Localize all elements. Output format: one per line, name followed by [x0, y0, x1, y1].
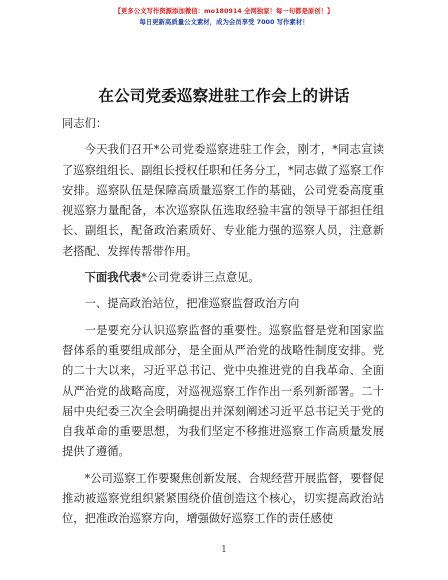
- promo-banner: [0, 6, 448, 28]
- paragraph-point-2: *公司巡察工作要聚焦创新发展、合规经营开展监督，要督促推动被巡察党组织紧紧围绕价值创造这个核心，切实提高政治站位，把准政治巡察方向，增强做好巡察工作的责任感使: [62, 471, 384, 526]
- paragraph-intro: [62, 268, 384, 288]
- salutation: 同志们：: [62, 117, 108, 130]
- document-body: [62, 114, 384, 530]
- intro-lead: 下面我代表: [84, 271, 142, 285]
- document-title: 在公司党委巡察进驻工作会上的讲话: [98, 87, 350, 105]
- paragraph-point-1: 一是要充分认识巡察监督的重要性。巡察监督是党和国家监督体系的重要组成部分，是全面从严治党的战略性制度安排。党的二十大以来，习近平总书记、党中央推进党的自我革命、全面从严治党的战略高度，对巡视巡察工作作出一系列新部署。二十届中央纪委三次全会明确提出并深刻阐述习近平总书记关于党的自我革命的重要思想，为我们坚定不移推进巡察工作高质量发展提供了遵循。: [62, 323, 384, 459]
- intro-rest: *公司党委讲三点意见。: [141, 271, 260, 285]
- paragraph-opening: 今天我们召开*公司党委巡察进驻工作会，刚才，*同志宣读了巡察组组长、副组长授权任职和任务分工，*同志做了巡察工作安排。巡察队伍是保障高质量巡察工作的基础，公司党委高度重视巡察力量配备，本次巡察队伍选取经验丰富的领导干部担任组长、副组长，配备政治素质好、专业能力强的巡察人员，注意新老搭配、发挥传帮带作用。: [62, 143, 384, 258]
- section-heading-1: 一、提高政治站位，把准巡察监督政治方向: [84, 297, 300, 311]
- page-number: 1: [221, 545, 227, 555]
- promo-line-2: 每日更新高质量公文素材，成为会员享受 7000 写作素材！: [139, 18, 309, 26]
- promo-line-1: 【更多公文写作资源添加微信：mo180914 全网独家！每一句都是原创！】: [114, 7, 334, 15]
